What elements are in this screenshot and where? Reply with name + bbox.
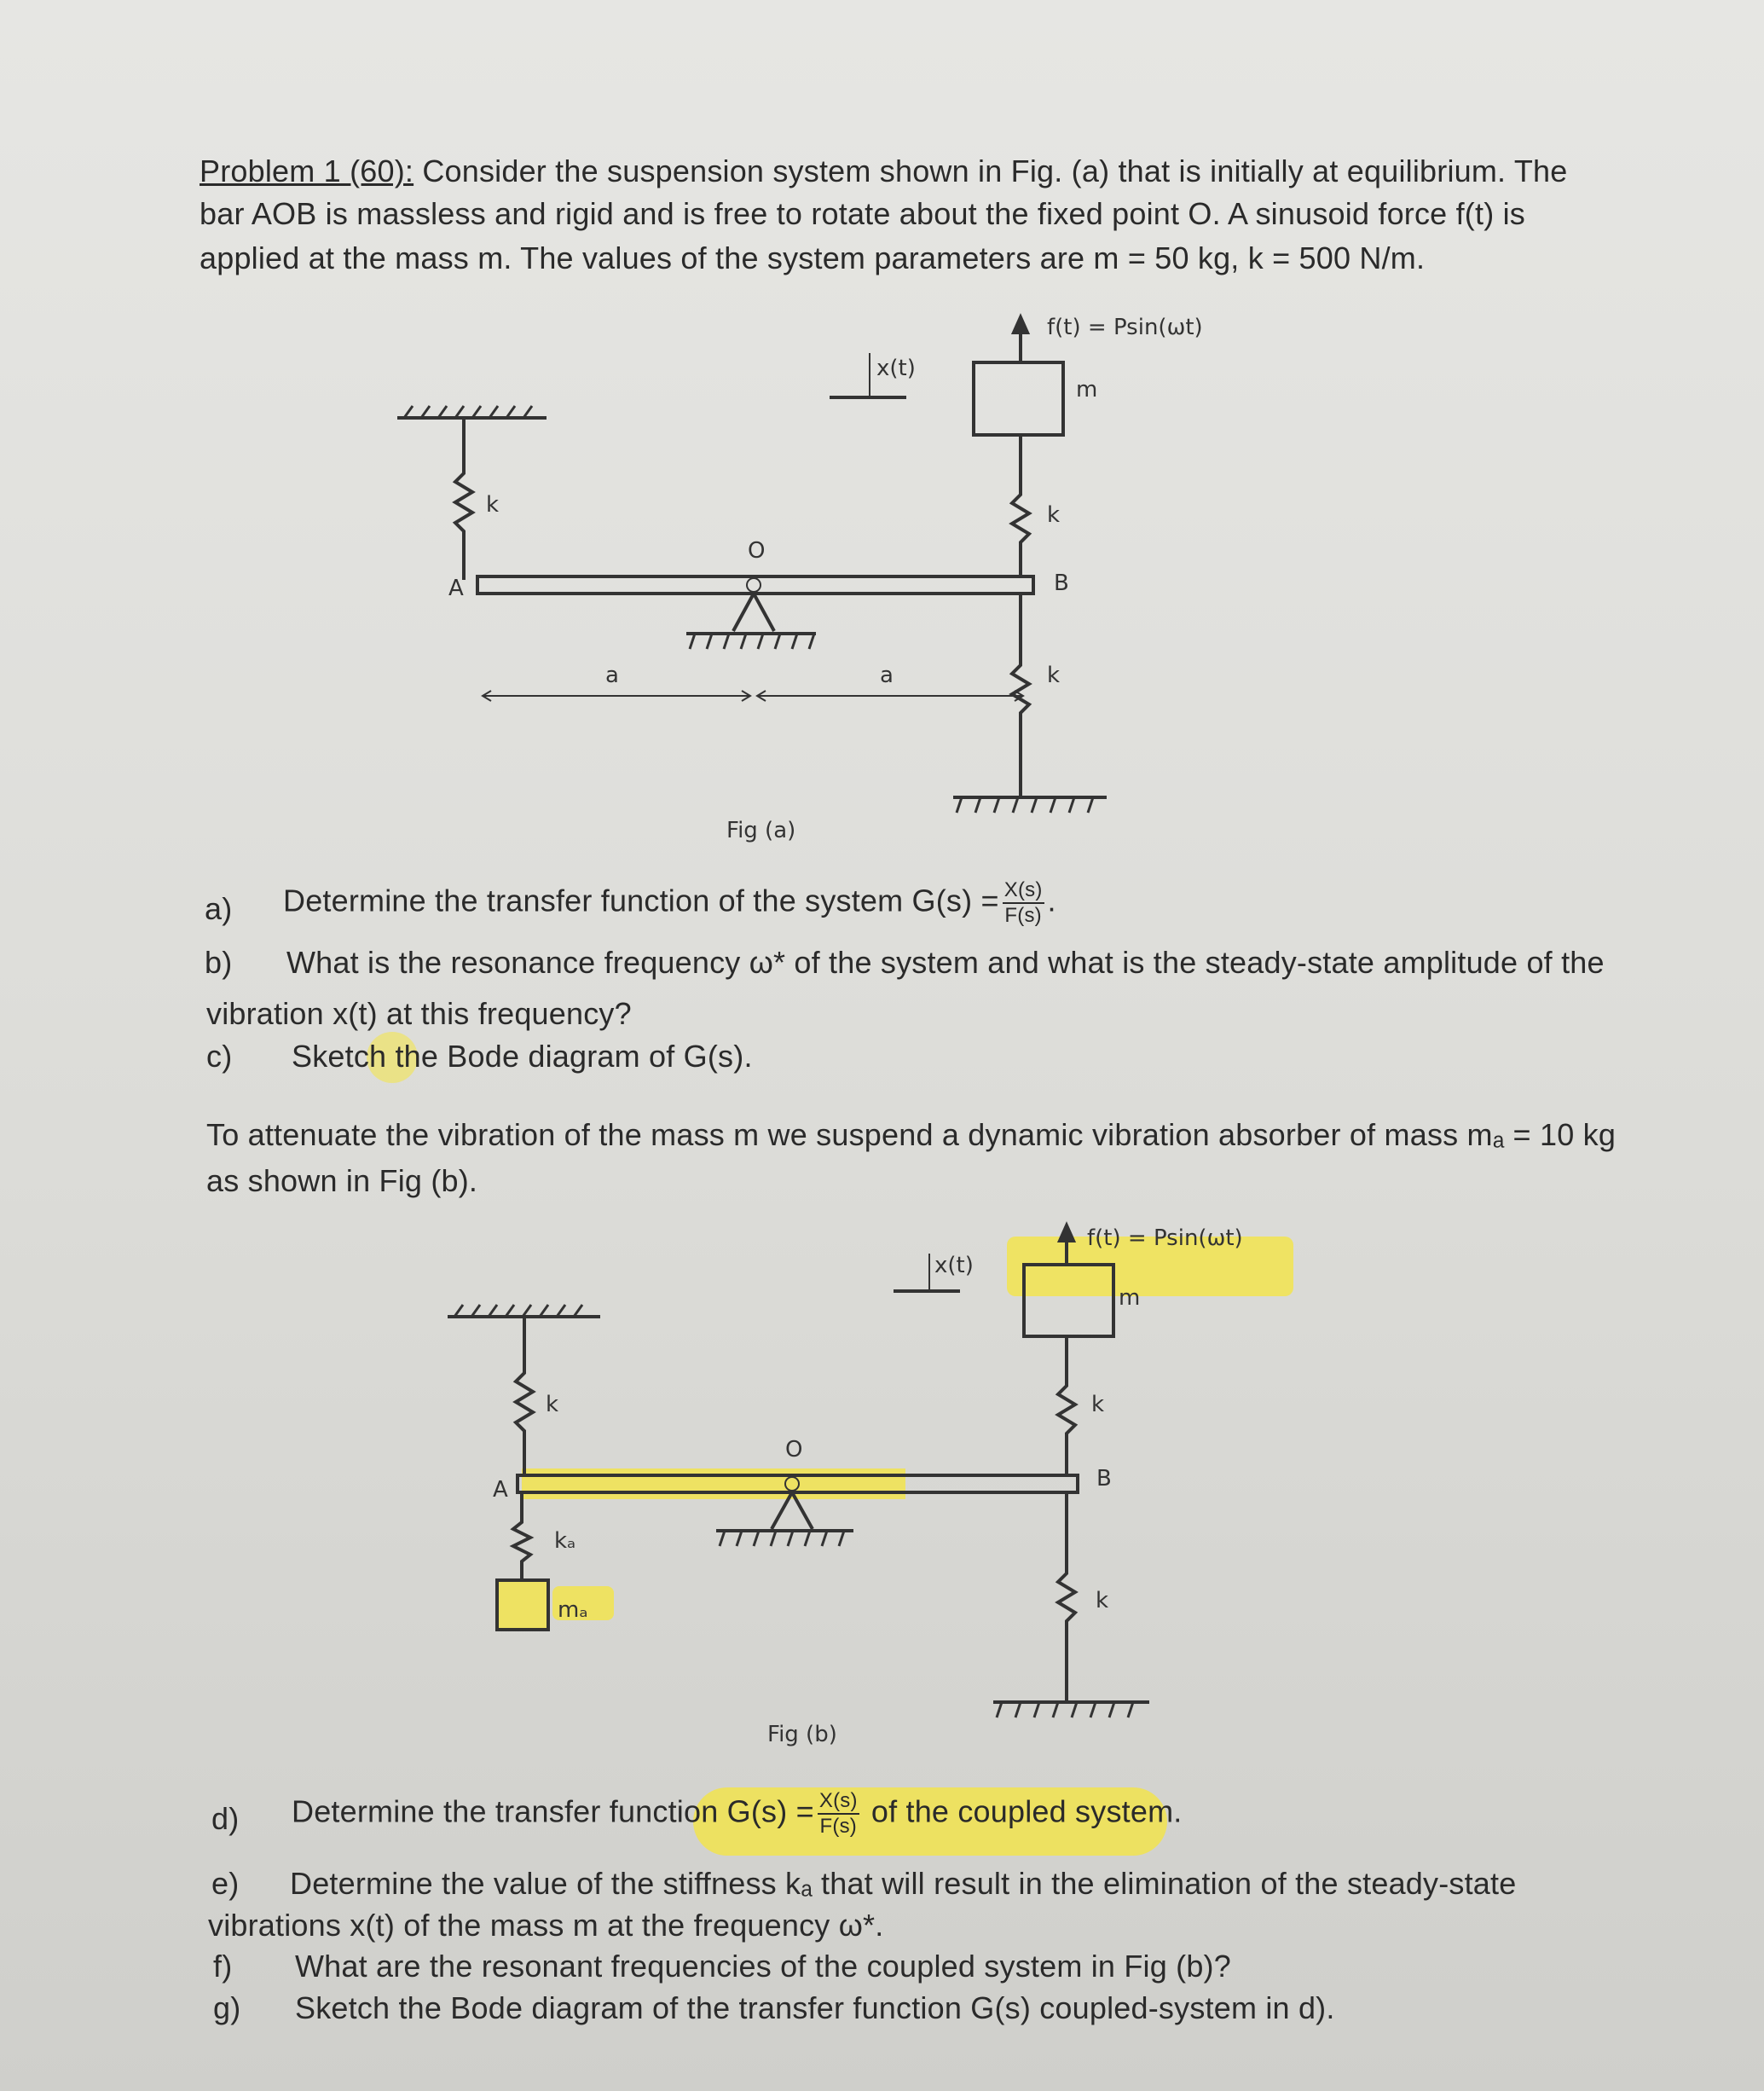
fig-a-caption: Fig (a) <box>726 818 796 843</box>
mass-m-b <box>1024 1265 1113 1336</box>
bar-aob-b <box>518 1475 1078 1492</box>
spring-left-b <box>516 1317 533 1475</box>
question-e-text: Determine the value of the stiffness kₐ that will result in the elimination of the steady-state <box>290 1866 1517 1901</box>
question-d-marker: d) <box>211 1801 240 1836</box>
pivot-support <box>686 578 816 649</box>
question-f-marker: f) <box>213 1949 233 1984</box>
absorber-spring <box>513 1492 530 1580</box>
question-e-text-2: vibrations x(t) of the mass m at the frequency ω*. <box>208 1908 884 1943</box>
question-d-text: Determine the transfer function <box>292 1793 719 1829</box>
ceiling-left <box>397 406 547 418</box>
fraction <box>818 1789 859 1839</box>
fraction-numerator: X(s) <box>1003 878 1044 904</box>
pivot-label-b: O <box>785 1437 803 1463</box>
pivot-label: O <box>748 538 766 564</box>
spring-bottom-label: k <box>1047 663 1061 688</box>
force-label: f(t) = Psin(ωt) <box>1047 315 1203 340</box>
mass-label: m <box>1076 377 1098 403</box>
point-b-label: B <box>1054 571 1069 596</box>
mass-label-b: m <box>1119 1285 1141 1311</box>
spring-right-label-b: k <box>1091 1392 1105 1417</box>
point-b-label-b: B <box>1096 1466 1112 1492</box>
ground-right <box>953 797 1107 813</box>
spring-bottom-label-b: k <box>1096 1588 1109 1613</box>
dim-left-label: a <box>605 663 619 688</box>
question-d-end: of the coupled system. <box>870 1793 1183 1829</box>
question-b-text-2: vibration x(t) at this frequency? <box>206 996 632 1031</box>
spring-right-top-b <box>1058 1336 1075 1475</box>
question-c-marker: c) <box>206 1039 233 1074</box>
fraction-denominator: F(s) <box>819 1815 857 1838</box>
spring-right-bottom-b <box>1058 1492 1075 1702</box>
question-a-marker: a) <box>205 891 233 926</box>
problem-heading: Problem 1 (60): <box>200 153 414 188</box>
absorber-mass-label: mₐ <box>558 1597 588 1623</box>
spring-right-top <box>1012 435 1029 576</box>
ground-right-b <box>993 1702 1149 1717</box>
ceiling-left-b <box>448 1305 600 1317</box>
question-g-marker: g) <box>213 1990 241 2025</box>
mass-m <box>974 362 1063 435</box>
absorber-intro-1: To attenuate the vibration of the mass m we suspend a dynamic vibration absorber of mass mₐ = 10 kg <box>206 1117 1617 1152</box>
fraction-denominator: F(s) <box>1004 904 1042 927</box>
question-g-text: Sketch the Bode diagram of the transfer function G(s) coupled-system in d). <box>295 1990 1335 2025</box>
absorber-spring-label: kₐ <box>554 1528 576 1554</box>
dim-right-label: a <box>880 663 894 688</box>
fraction <box>1003 878 1044 928</box>
arrow-head-icon <box>1014 317 1027 333</box>
question-c-text: Sketch the Bode diagram of G(s). <box>292 1039 753 1074</box>
question-a-text: Determine the transfer function of the system G(s) = <box>283 883 999 918</box>
spring-right-label: k <box>1047 502 1061 528</box>
fraction-numerator: X(s) <box>818 1789 859 1815</box>
period: . <box>1047 883 1056 918</box>
problem-line-3: applied at the mass m. The values of the system parameters are m = 50 kg, k = 500 N/m. <box>200 240 1426 275</box>
problem-line-2: bar AOB is massless and rigid and is free to rotate about the fixed point O. A sinusoid force f(t) is <box>200 196 1525 231</box>
point-a-label: A <box>448 576 464 601</box>
dimension-arrows <box>483 691 1023 701</box>
question-e-marker: e) <box>211 1866 240 1901</box>
question-b-text: What is the resonance frequency ω* of the system and what is the steady-state amplitude of the <box>286 945 1605 980</box>
force-label-b: f(t) = Psin(ωt) <box>1087 1225 1243 1251</box>
question-b-marker: b) <box>205 945 233 980</box>
displacement-label-b: x(t) <box>934 1253 974 1278</box>
point-a-label-b: A <box>493 1477 508 1503</box>
problem-text: Consider the suspension system shown in Fig. (a) that is initially at equilibrium. The <box>422 153 1568 188</box>
spring-left-label-b: k <box>546 1392 559 1417</box>
question-d <box>292 1789 1182 1839</box>
arrow-head-icon <box>1060 1225 1073 1241</box>
spring-left-label: k <box>486 492 500 518</box>
question-f-text: What are the resonant frequencies of the coupled system in Fig (b)? <box>295 1949 1231 1984</box>
spring-left <box>455 418 472 580</box>
displacement-label: x(t) <box>876 356 916 381</box>
absorber-intro-2: as shown in Fig (b). <box>206 1163 478 1198</box>
transfer-function-label: G(s) = <box>726 1793 814 1829</box>
absorber-mass <box>497 1580 548 1630</box>
question-a <box>283 878 1056 928</box>
fig-b-caption: Fig (b) <box>767 1722 837 1747</box>
pivot-support-b <box>716 1477 853 1546</box>
